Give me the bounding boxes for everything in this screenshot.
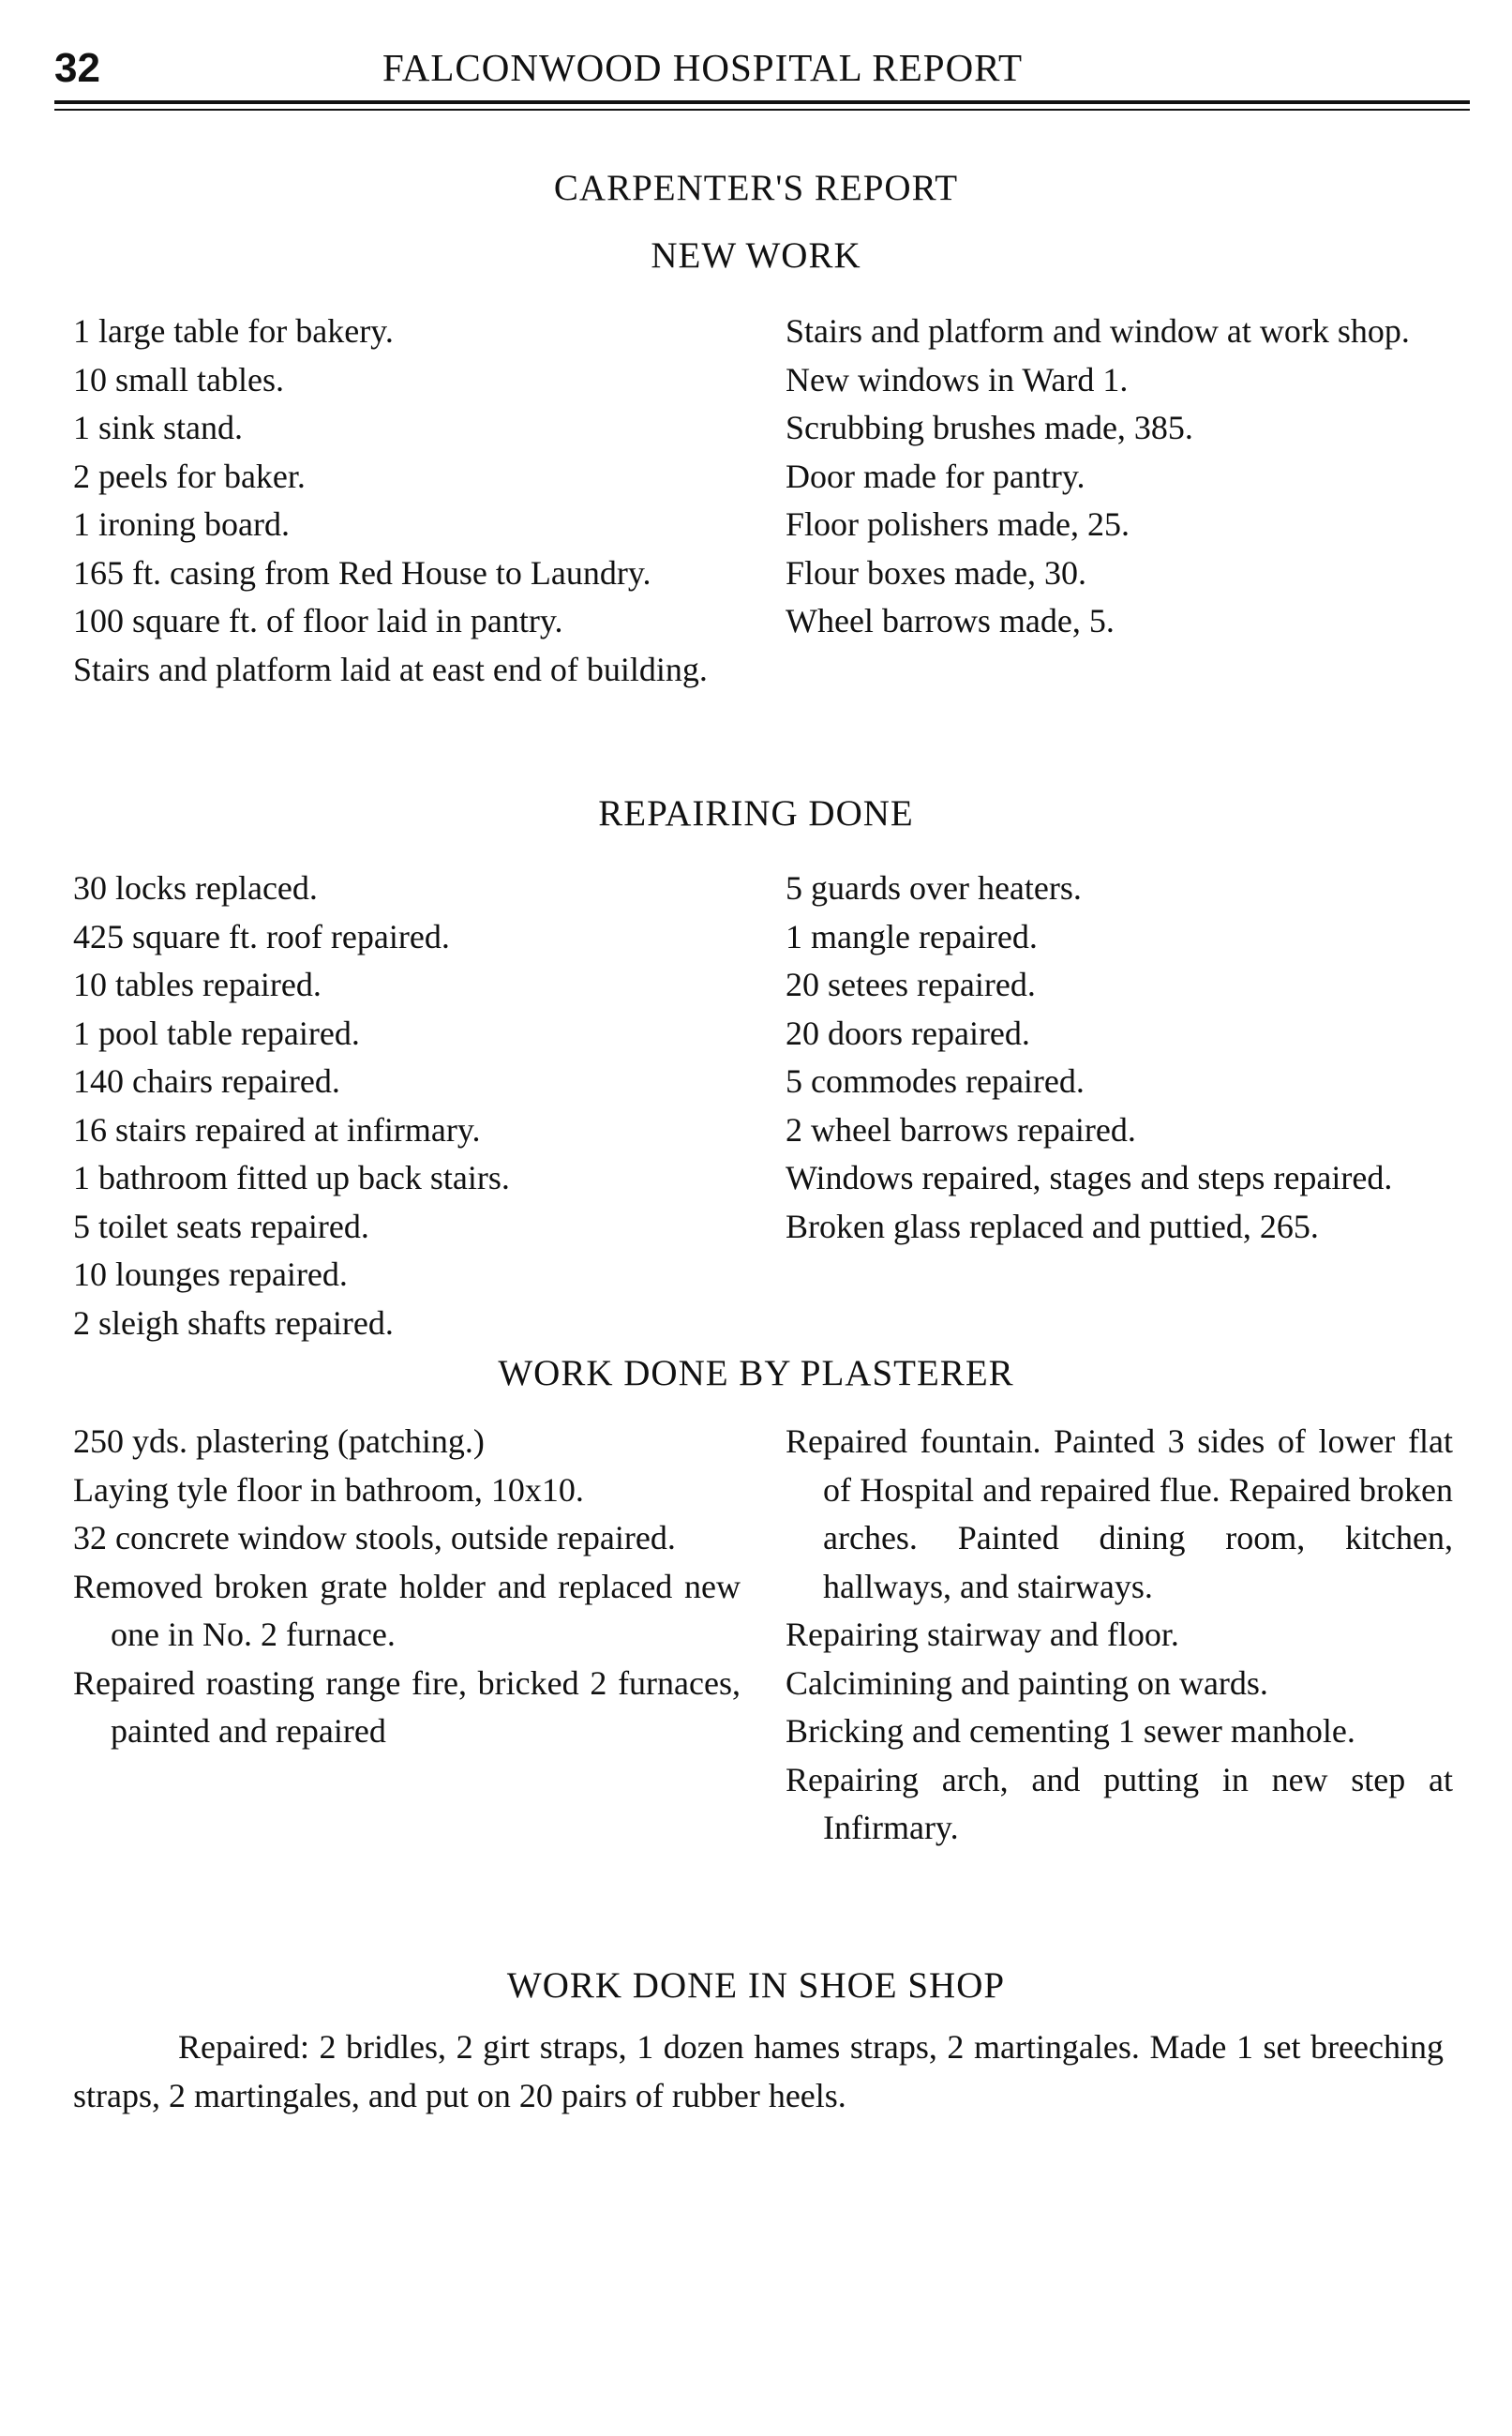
list-item: 2 wheel barrows repaired. <box>786 1110 1136 1149</box>
list-item: 5 guards over heaters. <box>786 869 1082 907</box>
new-work-heading: NEW WORK <box>651 235 861 276</box>
list-item: 32 concrete window stools, outside repaired. <box>73 1519 676 1556</box>
page-number: 32 <box>54 45 100 91</box>
list-item: 30 locks replaced. <box>73 869 318 907</box>
list-item: Repaired fountain. Painted 3 sides of lower flat of Hospital and repaired flue. Repaired broken arches. Painted dining room, kitchen, hallways, and stairways. <box>786 1422 1453 1605</box>
list-item: 1 bathroom fitted up back stairs. <box>73 1159 510 1196</box>
list-item: Repairing stairway and floor. <box>786 1616 1179 1653</box>
plasterer-right-list <box>786 1418 1453 1853</box>
list-item: Calcimining and painting on wards. <box>786 1663 1268 1702</box>
list-item: 1 mangle repaired. <box>786 917 1038 955</box>
new-work-left-list <box>73 308 746 694</box>
list-item: Flour boxes made, 30. <box>786 553 1086 592</box>
list-item: Wheel barrows made, 5. <box>786 602 1115 639</box>
list-item: Stairs and platform and window at work shop. <box>786 312 1410 350</box>
header-rule-thin <box>54 109 1470 111</box>
list-item: 1 ironing board. <box>73 505 290 543</box>
shoe-shop-heading: WORK DONE IN SHOE SHOP <box>506 1965 1006 2006</box>
list-item: 250 yds. plastering (patching.) <box>73 1422 485 1460</box>
list-item: 20 setees repaired. <box>786 966 1036 1003</box>
list-item: Floor polishers made, 25. <box>786 505 1130 543</box>
list-item: 10 tables repaired. <box>73 966 322 1003</box>
list-item: Bricking and cementing 1 sewer manhole. <box>786 1712 1355 1750</box>
list-item: 20 doors repaired. <box>786 1014 1030 1052</box>
list-item: 1 large table for bakery. <box>73 312 394 350</box>
list-item: 10 small tables. <box>73 360 284 398</box>
repairing-done-left-list <box>73 865 746 1347</box>
header-rule-thick <box>54 100 1470 104</box>
new-work-right-list <box>786 308 1453 646</box>
list-item: Laying tyle floor in bathroom, 10x10. <box>73 1470 584 1509</box>
list-item: 100 square ft. of floor laid in pantry. <box>73 602 563 639</box>
list-item: 1 pool table repaired. <box>73 1014 360 1052</box>
list-item: 5 toilet seats repaired. <box>73 1207 369 1245</box>
list-item: 2 peels for baker. <box>73 457 306 495</box>
report-title: CARPENTER'S REPORT <box>553 168 959 208</box>
list-item: Scrubbing brushes made, 385. <box>786 409 1193 446</box>
list-item: 1 sink stand. <box>73 409 244 446</box>
shoe-shop-paragraph: Repaired: 2 bridles, 2 girt straps, 1 dozen hames straps, 2 martingales. Made 1 set breeching straps, 2 martingales, and put on 20 pairs of rubber heels. <box>73 2028 1444 2114</box>
plasterer-heading: WORK DONE BY PLASTERER <box>498 1353 1014 1393</box>
list-item: 5 commodes repaired. <box>786 1062 1085 1100</box>
plasterer-left-list <box>73 1418 741 1756</box>
list-item: 165 ft. casing from Red House to Laundry. <box>73 553 651 592</box>
repairing-done-right-list <box>786 865 1453 1251</box>
list-item: Stairs and platform laid at east end of building. <box>73 650 708 688</box>
list-item: Door made for pantry. <box>786 457 1085 495</box>
list-item: Repairing arch, and putting in new step at Infirmary. <box>786 1760 1453 1846</box>
list-item: 10 lounges repaired. <box>73 1256 348 1293</box>
list-item: Repaired roasting range fire, bricked 2 furnaces, painted and repaired <box>73 1663 741 1750</box>
repairing-done-heading: REPAIRING DONE <box>598 793 914 834</box>
list-item: Broken glass replaced and puttied, 265. <box>786 1207 1319 1245</box>
list-item: New windows in Ward 1. <box>786 360 1129 398</box>
list-item: 140 chairs repaired. <box>73 1062 340 1100</box>
page-header <box>54 38 1470 103</box>
list-item: 16 stairs repaired at infirmary. <box>73 1110 481 1149</box>
list-item: Windows repaired, stages and steps repaired. <box>786 1159 1393 1196</box>
running-head: FALCONWOOD HOSPITAL REPORT <box>382 46 1024 89</box>
list-item: 425 square ft. roof repaired. <box>73 917 450 955</box>
list-item: 2 sleigh shafts repaired. <box>73 1303 394 1342</box>
list-item: Removed broken grate holder and replaced new one in No. 2 furnace. <box>73 1567 741 1653</box>
